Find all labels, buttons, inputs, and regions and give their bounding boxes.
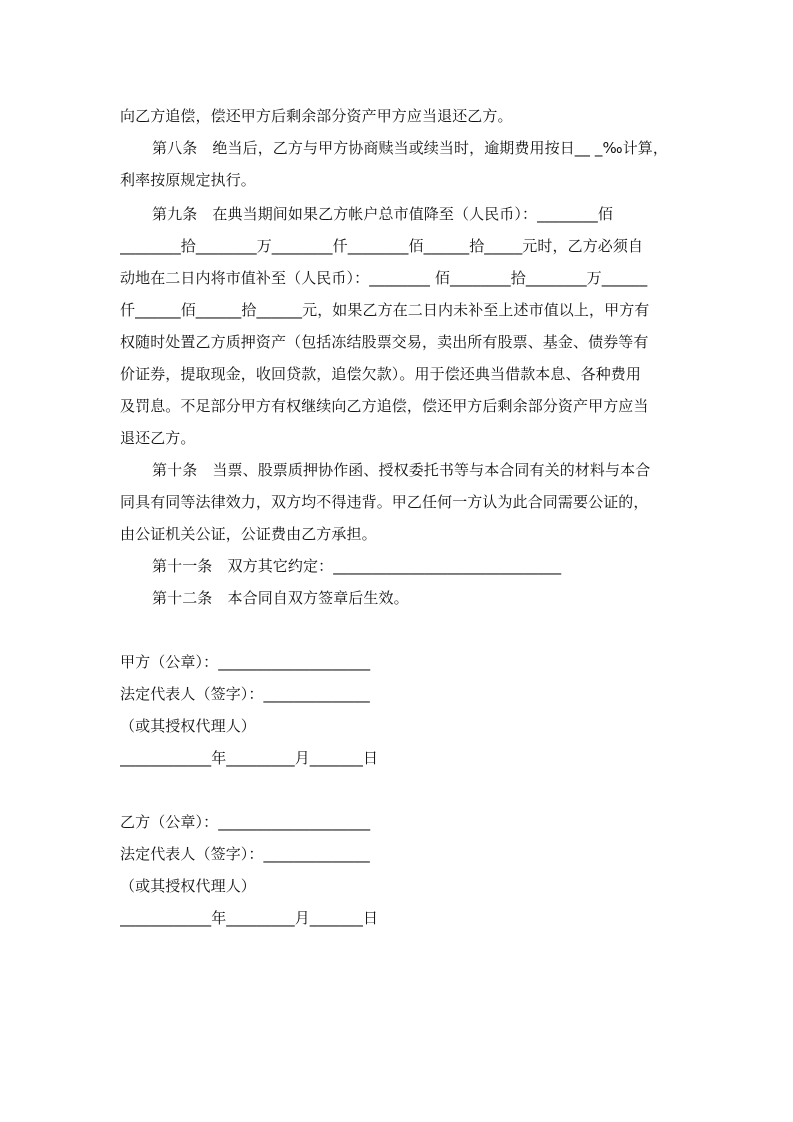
text-line: ________拾________万________仟________佰______拾_____元时，乙方必须自: [120, 237, 644, 255]
text-line: 动地在二日内将市值补至（人民币）：________ 佰________拾________万______: [120, 269, 648, 287]
text-line: 利率按原规定执行。: [120, 171, 256, 189]
party-b-representative-line: 法定代表人（签字）：______________: [120, 845, 370, 863]
party-a-seal-line: 甲方（公章）：____________________: [120, 653, 371, 671]
article-12-line: 第十二条 本合同自双方签章后生效。: [152, 589, 409, 607]
text-line: 及罚息。不足部分甲方有权继续向乙方追偿，偿还甲方后剩余部分资产甲方应当: [120, 397, 649, 415]
article-10-heading-line: 第十条 当票、股票质押协作函、授权委托书等与本合同有关的材料与本合: [152, 461, 651, 479]
text-line: 同具有同等法律效力，双方均不得违背。甲乙任何一方认为此合同需要公证的，: [120, 493, 649, 511]
text-line: 仟______佰______拾______元，如果乙方在二日内未补至上述市值以上，甲方有: [120, 301, 650, 319]
party-a-agent-note: （或其授权代理人）: [120, 717, 256, 735]
article-9-heading-line: 第九条 在典当期间如果乙方帐户总市值降至（人民币）：________佰: [152, 205, 614, 223]
party-b-agent-note: （或其授权代理人）: [120, 877, 256, 895]
article-8-heading-line: 第八条 绝当后，乙方与甲方协商赎当或续当时，逾期费用按日__ _‰计算，: [152, 139, 668, 157]
text-line: 权随时处置乙方质押资产（包括冻结股票交易，卖出所有股票、基金、债券等有: [120, 333, 649, 351]
party-a-date-line: ____________年_________月_______日: [120, 749, 379, 767]
article-11-line: 第十一条 双方其它约定：______________________________: [152, 557, 562, 575]
party-b-seal-line: 乙方（公章）：____________________: [120, 813, 371, 831]
text-line: 向乙方追偿，偿还甲方后剩余部分资产甲方应当退还乙方。: [120, 107, 513, 125]
party-a-representative-line: 法定代表人（签字）：______________: [120, 685, 370, 703]
text-line: 由公证机关公证，公证费由乙方承担。: [120, 525, 377, 543]
text-line: 价证券，提取现金，收回贷款，追偿欠款）。用于偿还典当借款本息、各种费用: [120, 365, 642, 383]
party-b-date-line: ____________年_________月_______日: [120, 909, 379, 927]
text-line: 退还乙方。: [120, 429, 196, 447]
